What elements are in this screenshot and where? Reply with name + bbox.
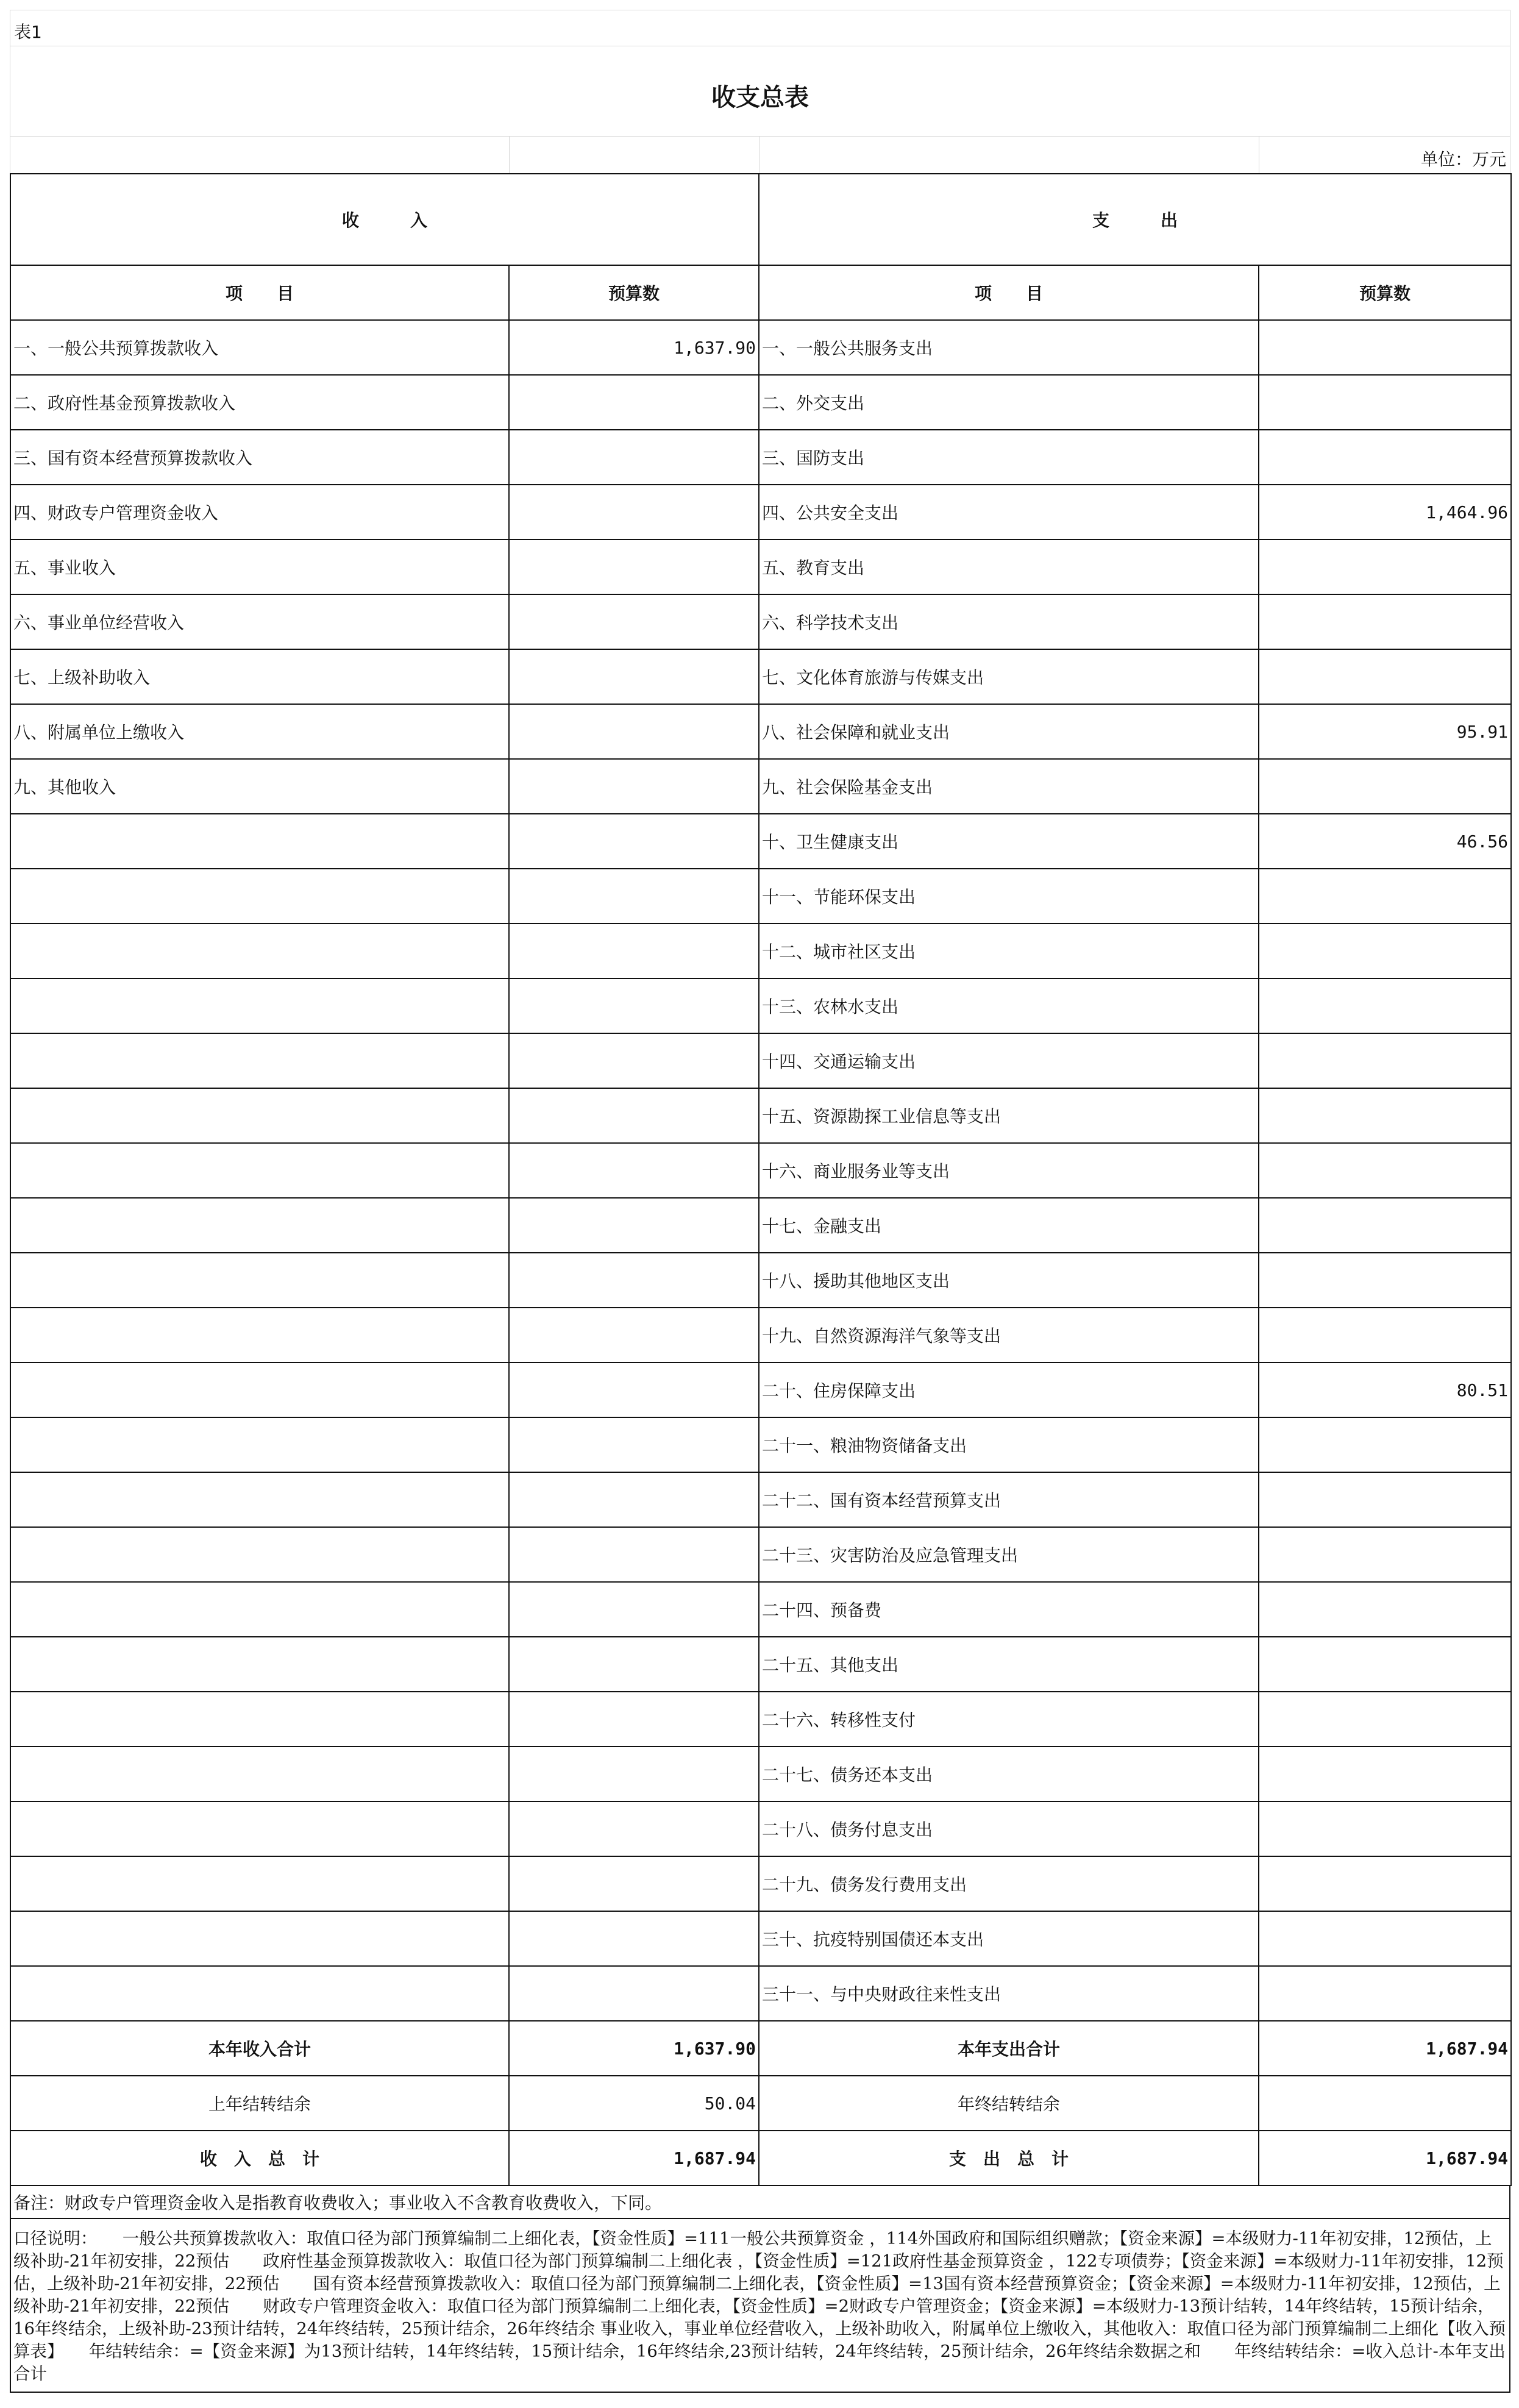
income-item — [10, 1637, 509, 1692]
expense-item: 三十、抗疫特别国债还本支出 — [759, 1911, 1259, 1966]
page-title: 收支总表 — [711, 84, 809, 112]
table-row — [10, 1911, 1511, 1966]
income-item — [10, 1527, 509, 1582]
income-amount — [509, 1198, 759, 1253]
expense-item: 二十三、灾害防治及应急管理支出 — [759, 1527, 1259, 1582]
expense-amount — [1259, 869, 1511, 924]
expense-item: 十七、金融支出 — [759, 1198, 1259, 1253]
expense-item: 十二、城市社区支出 — [759, 924, 1259, 978]
expense-amount — [1259, 1253, 1511, 1308]
income-amount — [509, 594, 759, 649]
expense-amount — [1259, 1856, 1511, 1911]
income-item: 六、事业单位经营收入 — [10, 594, 509, 649]
table-row — [10, 1088, 1511, 1143]
carryover-value: 50.04 — [509, 2076, 759, 2131]
income-item — [10, 1363, 509, 1417]
expense-item: 二十五、其他支出 — [759, 1637, 1259, 1692]
expense-amount — [1259, 1747, 1511, 1801]
expense-amount — [1259, 1472, 1511, 1527]
expense-item: 二十、住房保障支出 — [759, 1363, 1259, 1417]
income-item — [10, 814, 509, 869]
income-item: 八、附属单位上缴收入 — [10, 704, 509, 759]
income-budget-header: 预算数 — [509, 265, 759, 320]
table-row — [10, 704, 1511, 759]
table-row — [10, 594, 1511, 649]
income-amount — [509, 978, 759, 1033]
expense-item: 二十八、债务付息支出 — [759, 1801, 1259, 1856]
expense-amount: 95.91 — [1259, 704, 1511, 759]
income-item: 二、政府性基金预算拨款收入 — [10, 375, 509, 430]
income-amount — [509, 759, 759, 814]
expense-amount — [1259, 430, 1511, 485]
grand-expense-label: 支 出 总 计 — [759, 2131, 1259, 2185]
remark-note: 备注：财政专户管理资金收入是指教育收费收入；事业收入不含教育收费收入，下同。 — [10, 2186, 1510, 2219]
expense-item: 十四、交通运输支出 — [759, 1033, 1259, 1088]
expense-amount — [1259, 924, 1511, 978]
table-row — [10, 1253, 1511, 1308]
expense-amount — [1259, 759, 1511, 814]
expense-item: 十八、援助其他地区支出 — [759, 1253, 1259, 1308]
grand-total-row — [10, 2131, 1511, 2185]
table-row — [10, 978, 1511, 1033]
income-section-header: 收 入 — [10, 174, 759, 265]
column-header-row — [10, 265, 1511, 320]
unit-row — [10, 137, 1510, 173]
table-row — [10, 1033, 1511, 1088]
table-row — [10, 1747, 1511, 1801]
title-row — [10, 46, 1510, 137]
expense-item: 二、外交支出 — [759, 375, 1259, 430]
expense-budget-header: 预算数 — [1259, 265, 1511, 320]
income-item — [10, 1472, 509, 1527]
expense-item: 二十九、债务发行费用支出 — [759, 1856, 1259, 1911]
expense-amount — [1259, 594, 1511, 649]
expense-amount — [1259, 540, 1511, 594]
table-row — [10, 1966, 1511, 2021]
expense-amount — [1259, 1417, 1511, 1472]
income-item — [10, 1801, 509, 1856]
expense-item: 八、社会保障和就业支出 — [759, 704, 1259, 759]
income-item — [10, 1088, 509, 1143]
income-amount — [509, 1911, 759, 1966]
expense-item: 二十四、预备费 — [759, 1582, 1259, 1637]
income-item — [10, 1582, 509, 1637]
income-amount — [509, 704, 759, 759]
grand-income-label: 收 入 总 计 — [10, 2131, 509, 2185]
income-item — [10, 1747, 509, 1801]
income-amount — [509, 1856, 759, 1911]
expense-item: 十、卫生健康支出 — [759, 814, 1259, 869]
income-amount — [509, 1527, 759, 1582]
income-amount — [509, 869, 759, 924]
income-item — [10, 978, 509, 1033]
income-amount — [509, 1033, 759, 1088]
income-amount — [509, 1637, 759, 1692]
table-row — [10, 1308, 1511, 1363]
table-row — [10, 924, 1511, 978]
expense-item: 十一、节能环保支出 — [759, 869, 1259, 924]
income-item — [10, 1911, 509, 1966]
income-amount — [509, 1363, 759, 1417]
income-amount — [509, 1308, 759, 1363]
section-header-row — [10, 174, 1511, 265]
income-amount — [509, 485, 759, 540]
expense-amount — [1259, 375, 1511, 430]
expense-amount — [1259, 1637, 1511, 1692]
expense-amount — [1259, 1033, 1511, 1088]
expense-item: 二十七、债务还本支出 — [759, 1747, 1259, 1801]
expense-item: 十三、农林水支出 — [759, 978, 1259, 1033]
table-row — [10, 485, 1511, 540]
table-row — [10, 1637, 1511, 1692]
income-item — [10, 1417, 509, 1472]
income-item — [10, 1692, 509, 1747]
income-amount — [509, 924, 759, 978]
income-amount — [509, 1417, 759, 1472]
expense-amount — [1259, 1143, 1511, 1198]
income-amount — [509, 375, 759, 430]
expense-amount: 46.56 — [1259, 814, 1511, 869]
expense-amount — [1259, 1911, 1511, 1966]
table-row — [10, 814, 1511, 869]
year-end-label: 年终结转结余 — [759, 2076, 1259, 2131]
grand-income-value: 1,687.94 — [509, 2131, 759, 2185]
table-row — [10, 375, 1511, 430]
expense-amount — [1259, 1308, 1511, 1363]
expense-item-header: 项 目 — [759, 265, 1259, 320]
expense-item: 六、科学技术支出 — [759, 594, 1259, 649]
expense-item: 五、教育支出 — [759, 540, 1259, 594]
table-tag: 表1 — [14, 22, 42, 42]
income-amount — [509, 1472, 759, 1527]
income-amount — [509, 1747, 759, 1801]
table-row — [10, 1363, 1511, 1417]
income-item — [10, 924, 509, 978]
income-amount — [509, 649, 759, 704]
expense-amount — [1259, 1582, 1511, 1637]
income-amount — [509, 1692, 759, 1747]
income-total-value: 1,637.90 — [509, 2021, 759, 2076]
expense-amount — [1259, 1198, 1511, 1253]
income-amount — [509, 1253, 759, 1308]
expense-item: 四、公共安全支出 — [759, 485, 1259, 540]
table-row — [10, 759, 1511, 814]
carryover-row — [10, 2076, 1511, 2131]
expense-amount: 80.51 — [1259, 1363, 1511, 1417]
expense-item: 十五、资源勘探工业信息等支出 — [759, 1088, 1259, 1143]
table-row — [10, 869, 1511, 924]
income-item — [10, 1198, 509, 1253]
income-item — [10, 1253, 509, 1308]
income-amount — [509, 1801, 759, 1856]
table-row — [10, 1801, 1511, 1856]
sheet — [10, 10, 1510, 2393]
grand-expense-value: 1,687.94 — [1259, 2131, 1511, 2185]
expense-total-label: 本年支出合计 — [759, 2021, 1259, 2076]
expense-item: 二十二、国有资本经营预算支出 — [759, 1472, 1259, 1527]
table-row — [10, 1198, 1511, 1253]
income-item: 四、财政专户管理资金收入 — [10, 485, 509, 540]
table-row — [10, 1856, 1511, 1911]
expense-item: 三十一、与中央财政往来性支出 — [759, 1966, 1259, 2021]
expense-item: 七、文化体育旅游与传媒支出 — [759, 649, 1259, 704]
income-item — [10, 1033, 509, 1088]
table-row — [10, 649, 1511, 704]
income-amount — [509, 1966, 759, 2021]
income-item — [10, 869, 509, 924]
table-row — [10, 430, 1511, 485]
table-row — [10, 540, 1511, 594]
income-item: 一、一般公共预算拨款收入 — [10, 320, 509, 375]
income-item — [10, 1966, 509, 2021]
unit-label: 单位：万元 — [1420, 149, 1506, 169]
income-amount — [509, 814, 759, 869]
income-item — [10, 1143, 509, 1198]
table-tag-row — [10, 10, 1510, 46]
expense-item: 二十六、转移性支付 — [759, 1692, 1259, 1747]
table-row — [10, 320, 1511, 375]
income-item — [10, 1856, 509, 1911]
income-item: 三、国有资本经营预算拨款收入 — [10, 430, 509, 485]
table-row — [10, 1417, 1511, 1472]
table-row — [10, 1143, 1511, 1198]
expense-amount — [1259, 1527, 1511, 1582]
year-end-value — [1259, 2076, 1511, 2131]
income-amount — [509, 430, 759, 485]
income-amount — [509, 1143, 759, 1198]
expense-amount — [1259, 1088, 1511, 1143]
expense-amount: 1,464.96 — [1259, 485, 1511, 540]
income-item: 九、其他收入 — [10, 759, 509, 814]
expense-section-header: 支 出 — [759, 174, 1511, 265]
expense-item: 十九、自然资源海洋气象等支出 — [759, 1308, 1259, 1363]
expense-item: 三、国防支出 — [759, 430, 1259, 485]
expense-amount — [1259, 1692, 1511, 1747]
income-amount — [509, 1582, 759, 1637]
expense-amount — [1259, 978, 1511, 1033]
caliber-explanation: 口径说明： 一般公共预算拨款收入：取值口径为部门预算编制二上细化表，【资金性质】=111一般公共预算资金 ，114外国政府和国际组织赠款；【资金来源】=本级财力-11年初安排，12预估，上级补助-21年初安排，22预估 政府性基金预算拨款收入：取值口径为部门预算编制二上细化表 ，【资金性质】=121政府性基金预算资金 ，122专项债券；【资金来源】=本级财力-11年初安排，12预估，上级补助-21年初安排，22预估 国有资本经营预算拨款收入：取值口径为部门预算编制二上细化表，【资金性质】=13国有资本经营预算资金；【资金来源】=本级财力-11年初安排，12预估，上级补助-21年初安排，22预估 财政专户管理资金收入：取值口径为部门预算编制二上细化表，【资金性质】=2财政专户管理资金；【资金来源】=本级财力-13预计结转，14年终结转，15预计结余，16年终结余，上级补助-23预计结转，24年终结转，25预计结余，26年终结余 事业收入，事业单位经营收入，上级补助收入，附属单位上缴收入，其他收入：取值口径为部门预算编制二上细化【收入预算表】 年结转结余：=【资金来源】为13预计结转，14年终结转，15预计结余，16年终结余,23预计结转，24年终结转，25预计结余，26年终结余数据之和 年终结转结余：=收入总计-本年支出合计 — [10, 2219, 1510, 2393]
expense-amount — [1259, 649, 1511, 704]
expense-item: 九、社会保险基金支出 — [759, 759, 1259, 814]
table-row — [10, 1472, 1511, 1527]
income-amount — [509, 1088, 759, 1143]
expense-amount — [1259, 1966, 1511, 2021]
income-item — [10, 1308, 509, 1363]
income-item: 七、上级补助收入 — [10, 649, 509, 704]
income-total-label: 本年收入合计 — [10, 2021, 509, 2076]
table-row — [10, 1527, 1511, 1582]
expense-item: 十六、商业服务业等支出 — [759, 1143, 1259, 1198]
expense-amount — [1259, 1801, 1511, 1856]
expense-item: 二十一、粮油物资储备支出 — [759, 1417, 1259, 1472]
table-row — [10, 1692, 1511, 1747]
income-item-header: 项 目 — [10, 265, 509, 320]
table-row — [10, 1582, 1511, 1637]
income-amount: 1,637.90 — [509, 320, 759, 375]
expense-item: 一、一般公共服务支出 — [759, 320, 1259, 375]
expense-total-value: 1,687.94 — [1259, 2021, 1511, 2076]
income-item: 五、事业收入 — [10, 540, 509, 594]
annual-total-row — [10, 2021, 1511, 2076]
income-amount — [509, 540, 759, 594]
expense-amount — [1259, 320, 1511, 375]
budget-table — [10, 173, 1512, 2186]
carryover-label: 上年结转结余 — [10, 2076, 509, 2131]
